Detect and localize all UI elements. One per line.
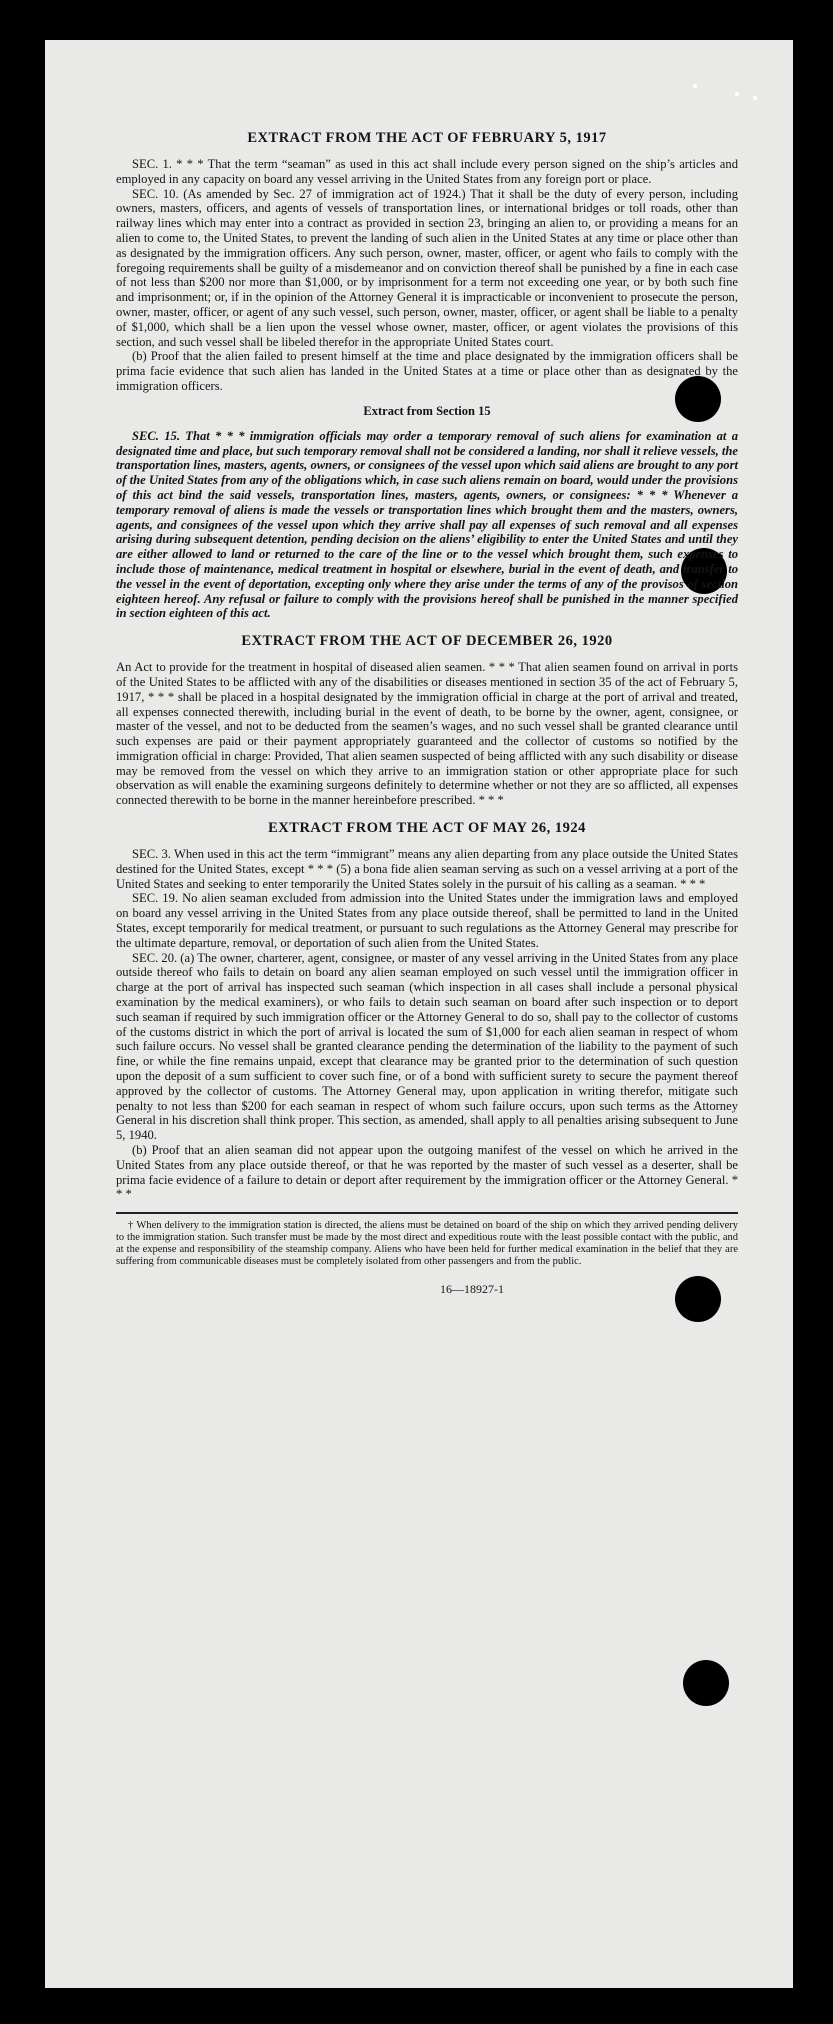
heading-act-1924: EXTRACT FROM THE ACT OF MAY 26, 1924 <box>268 820 586 837</box>
document-body <box>116 130 738 1297</box>
heading-act-1920: EXTRACT FROM THE ACT OF DECEMBER 26, 1920 <box>241 633 613 650</box>
act-1920-text: An Act to provide for the treatment in hospital of diseased alien seamen. * * * That alien seamen found on arrival in ports of the United States to be afflicted with any of the disabilities or diseases mentioned in section 35 of the act of February 5, 1917, * * * shall be placed in a hospital designated by the immigration official in charge at the port of arrival and treated, all expenses connected therewith, including burial in the event of death, to be borne by the owner, agent, consignee, or master of the vessel, and not to be deducted from the seamen’s wages, and no such vessel shall be granted clearance until such expenses are paid or their payment appropriately guaranteed and the collector of customs so notified by the immigration official in charge: Provided, That alien seamen suspected of being afflicted with any such disability or disease may be removed from the vessel on which they arrive to an immigration station or other appropriate place for such observation as will enable the examining surgeons definitely to determine whether or not they are so afflicted, all expenses connected therewith to be borne in the manner hereinbefore prescribed. * * * <box>116 660 738 808</box>
section-1: SEC. 1. * * * That the term “seaman” as used in this act shall include every person signed on the ship’s articles and employed in any capacity on board any vessel arriving in the United States from any foreign port or place. <box>116 157 738 186</box>
section-20-b: (b) Proof that an alien seaman did not appear upon the outgoing manifest of the vessel on which he arrived in the United States from any place outside thereof, or that he was reported by the master of such vessel as a deserter, shall be prima facie evidence of a failure to detain or deport after requirement by the immigration officer or the Attorney General. * * * <box>116 1143 738 1202</box>
footnote: † When delivery to the immigration station is directed, the aliens must be detained on board of the ship on which they arrived pending delivery to the immigration station. Such transfer must be made by the most direct and expeditious route with the least possible contact with the public, and at the expense and responsibility of the steamship company. Aliens who have been held for further medical examination in the belief that they are suffering from communicable diseases must be completely isolated from other passengers and from the public. <box>116 1220 738 1268</box>
section-20-a: SEC. 20. (a) The owner, charterer, agent, consignee, or master of any vessel arriving in the United States from any place outside thereof who fails to detain on board any alien seaman employed on such vessel until the immigration officer in charge at the port of arrival has inspected such seaman (which inspection in all cases shall include a personal physical examination by the medical examiners), or who fails to detain such seaman on board after such inspection or to deport such seaman if required by such immigration officer or the Attorney General to do so, shall pay to the collector of customs of the customs district in which the port of arrival is located the sum of $1,000 for each alien seaman in respect of whom such failure occurs. No vessel shall be granted clearance pending the determination of the liability to the payment of such fine, or while the fine remains unpaid, except that clearance may be granted prior to the determination of such question upon the deposit of a sum sufficient to cover such fine, or of a bond with sufficient surety to secure the payment thereof approved by the collector of customs. The Attorney General may, upon application in writing therefor, mitigate such penalty to not less than $200 for each seaman in respect of whom such failure occurs, upon such terms as the Attorney General in his discretion shall think proper. This section, as amended, shall apply to all penalties arising subsequent to June 5, 1940. <box>116 950 738 1143</box>
section-19: SEC. 19. No alien seaman excluded from admission into the United States under the immigration laws and employed on board any vessel arriving in the United States from any place outside thereof, shall be permitted to land in the United States, except temporarily for medical treatment, or pursuant to such regulations as the Attorney General may prescribe for the ultimate departure, removal, or deportation of such alien from the United States. <box>116 891 738 950</box>
section-10: SEC. 10. (As amended by Sec. 27 of immigration act of 1924.) That it shall be the duty of every person, including owners, masters, officers, and agents of vessels of transportation lines, or international bridges or toll roads, other than railway lines which may enter into a contract as provided in section 23, bringing an alien to, or providing a means for an alien to come to, the United States, to prevent the landing of such alien in the United States at any time or place other than as designated by the immigration officers. Any such person, owner, master, officer, or agent who fails to comply with the foregoing requirements shall be guilty of a misdemeanor and on conviction thereof shall be punished by a fine in each case of not less than $200 nor more than $1,000, or by imprisonment for a term not exceeding one year, or by both such fine and imprisonment; or, if in the opinion of the Attorney General it is impracticable or inconvenient to prosecute the person, owner, master, officer, or agent of any such vessel, such person, owner, master, officer, or agent shall be liable to a penalty of $1,000, which shall be a lien upon the vessel whose owner, master, officer, or agent violates the provisions of this section, and such vessel shall be libeled therefor in the appropriate United States court. <box>116 186 738 349</box>
section-10-b: (b) Proof that the alien failed to present himself at the time and place designated by the immigration officers shall be prima facie evidence that such alien has landed in the United States at a time or place other than as designated by the immigration officers. <box>116 349 738 393</box>
section-3: SEC. 3. When used in this act the term “immigrant” means any alien departing from any place outside the United States destined for the United States, except * * * (5) a bona fide alien seaman serving as such on a vessel arriving at a port of the United States and seeking to enter temporarily the United States solely in the pursuit of his calling as a seaman. * * * <box>116 847 738 891</box>
subheading-section-15: Extract from Section 15 <box>363 403 491 418</box>
speck <box>693 84 697 88</box>
form-code: 16—18927-1 <box>440 1282 504 1297</box>
heading-act-1917: EXTRACT FROM THE ACT OF FEBRUARY 5, 1917 <box>247 130 607 146</box>
speck <box>753 96 757 100</box>
punch-hole <box>683 1660 729 1706</box>
section-15: SEC. 15. That * * * immigration officials may order a temporary removal of such aliens for examination at a designated time and place, but such temporary removal shall not be considered a landing, nor shall it relieve vessels, the transportation lines, masters, agents, owners, or consignees of the vessel upon which said aliens are brought to any port of the United States from any of the obligations which, in case such aliens remain on board, would under the provisions of this act bind the said vessels, transportation lines, masters, agents, owners, or consignees: * * * Whenever a temporary removal of aliens is made the vessels or transportation lines which brought them and the masters, owners, agents, and consignees of the vessel upon which they arrive shall pay all expenses of such removal and all expenses arising during subsequent detention, pending decision on the aliens’ eligibility to enter the United States and until they are either allowed to land or returned to the care of the line or to the vessel which brought them, such expenses to include those of maintenance, medical treatment in hospital or elsewhere, burial in the event of death, and transfer to the vessel in the event of deportation, excepting only where they arise under the terms of any of the provisos of section eighteen hereof. Any refusal or failure to comply with the provisions hereof shall be punished in the manner specified in section eighteen of this act. <box>116 428 738 621</box>
footnote-divider <box>116 1212 738 1214</box>
speck <box>735 92 739 96</box>
document-page <box>45 40 793 1988</box>
